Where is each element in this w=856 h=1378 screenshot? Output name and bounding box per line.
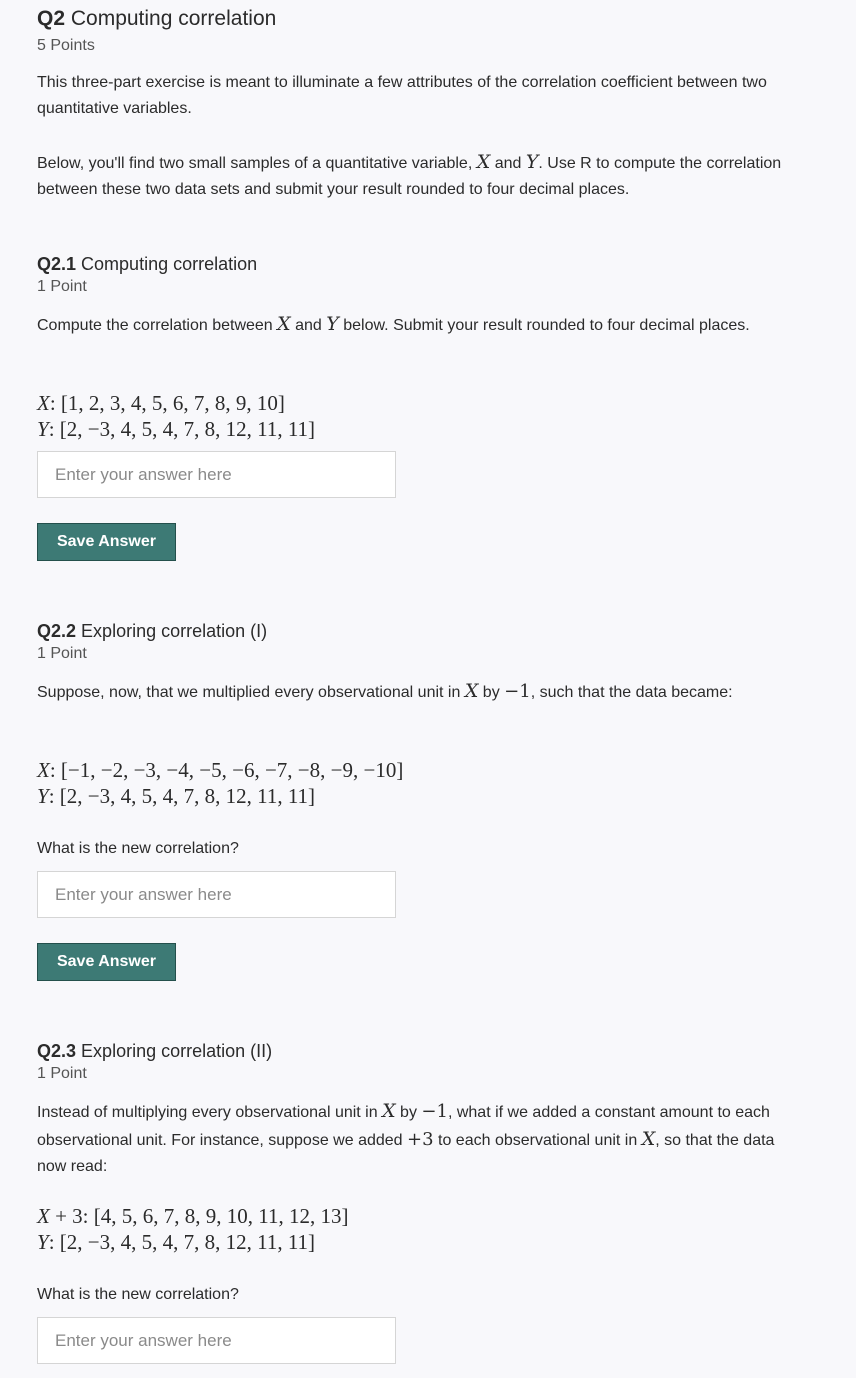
q2-2-prompt-part-d: , such that the data became: xyxy=(530,684,733,701)
q2-3-prompt-part-d: , what if we added a constant amount to each observational unit. For instance, suppose we added xyxy=(37,1104,770,1149)
q2-intro-2 xyxy=(37,149,807,203)
q2-2-x-data xyxy=(37,757,403,783)
q2-3-prompt-part-a: Instead of multiplying every observational unit in xyxy=(37,1104,383,1121)
q2-intro-2-part-a: Below, you'll find two small samples of a quantitative variable, xyxy=(37,155,477,172)
q2-intro-1: This three-part exercise is meant to illuminate a few attributes of the correlation coefficient between two quantitative variables. xyxy=(37,74,767,117)
q2-1-prompt-part-a: Compute the correlation between xyxy=(37,317,278,334)
q2-3-prompt-part-b: by xyxy=(395,1104,422,1121)
y-values: : [2, −3, 4, 5, 4, 7, 8, 12, 11, 11] xyxy=(48,417,316,441)
q2-title xyxy=(37,6,276,32)
q2-1-title-text: Computing correlation xyxy=(81,254,258,274)
q2-1-prompt-part-c: below. Submit your result rounded to four decimal places. xyxy=(338,317,750,334)
y-label: Y xyxy=(37,417,49,441)
q2-3-prompt-part-g: , xyxy=(655,1132,660,1149)
q2-2-title xyxy=(37,620,267,642)
q2-number: Q2 xyxy=(37,7,66,30)
q2-1-save-answer-button[interactable]: Save Answer xyxy=(37,523,176,561)
y-label: Y xyxy=(37,1230,49,1254)
y-values: : [2, −3, 4, 5, 4, 7, 8, 12, 11, 11] xyxy=(48,784,316,808)
x-label: X xyxy=(37,391,50,415)
var-x: X xyxy=(382,1100,396,1122)
q2-1-points: 1 Point xyxy=(37,278,87,295)
var-y: Y xyxy=(326,313,339,335)
y-values: : [2, −3, 4, 5, 4, 7, 8, 12, 11, 11] xyxy=(48,1230,316,1254)
q2-1-answer-input[interactable] xyxy=(37,451,396,498)
q2-1-title xyxy=(37,253,257,275)
q2-2-number: Q2.2 xyxy=(37,621,77,641)
q2-2-prompt-part-b: by xyxy=(478,684,505,701)
q2-3-prompt xyxy=(37,1098,797,1180)
q2-1-y-data xyxy=(37,416,315,442)
x-label: X xyxy=(37,758,50,782)
q2-2-question: What is the new correlation? xyxy=(37,840,239,857)
q2-2-prompt-part-a: Suppose, now, that we multiplied every observational unit in xyxy=(37,684,465,701)
q2-points: 5 Points xyxy=(37,37,95,54)
var-x: X xyxy=(277,313,291,335)
var-x: X xyxy=(464,680,479,702)
q2-3-prompt-part-h: so that the data now read: xyxy=(37,1132,775,1175)
plus-three: +3 xyxy=(407,1129,434,1150)
q2-2-prompt xyxy=(37,678,777,706)
q2-2-y-data xyxy=(37,783,315,809)
x-values: : [−1, −2, −3, −4, −5, −6, −7, −8, −9, −10] xyxy=(49,758,404,782)
q2-title-text: Computing correlation xyxy=(70,7,277,30)
q2-3-title xyxy=(37,1040,272,1062)
q2-1-prompt xyxy=(37,311,807,339)
q2-header xyxy=(37,6,276,32)
q2-2-points: 1 Point xyxy=(37,645,87,662)
var-y: Y xyxy=(525,151,539,173)
minus-one: −1 xyxy=(421,1101,448,1122)
q2-1-prompt-part-b: and xyxy=(290,317,327,334)
q2-2-save-answer-button[interactable]: Save Answer xyxy=(37,943,176,981)
x-shift: + 3 xyxy=(49,1204,83,1228)
q2-3-y-data xyxy=(37,1229,315,1255)
q2-3-points: 1 Point xyxy=(37,1065,87,1082)
q2-3-x-data xyxy=(37,1203,348,1229)
q2-3-answer-input[interactable] xyxy=(37,1317,396,1364)
minus-one: −1 xyxy=(504,681,531,702)
q2-3-question: What is the new correlation? xyxy=(37,1286,239,1303)
x-values: : [4, 5, 6, 7, 8, 9, 10, 11, 12, 13] xyxy=(82,1204,349,1228)
q2-3-number: Q2.3 xyxy=(37,1041,77,1061)
q2-intro-2-part-b: and xyxy=(490,155,526,172)
var-x: X xyxy=(641,1128,656,1150)
q2-1-x-data xyxy=(37,390,285,416)
q2-1-number: Q2.1 xyxy=(37,254,77,274)
q2-3-title-text: Exploring correlation (II) xyxy=(81,1041,273,1061)
q2-3-prompt-part-f: to each observational unit in xyxy=(433,1132,642,1149)
var-x: X xyxy=(476,151,491,173)
q2-2-answer-input[interactable] xyxy=(37,871,396,918)
q2-intro-2-part-c: . Use R to compute the correlation between these two data sets and submit your result rounded to four decimal places. xyxy=(37,155,782,198)
y-label: Y xyxy=(37,784,49,808)
x-values: : [1, 2, 3, 4, 5, 6, 7, 8, 9, 10] xyxy=(49,391,285,415)
x-label: X xyxy=(37,1204,50,1228)
q2-2-title-text: Exploring correlation (I) xyxy=(81,621,268,641)
